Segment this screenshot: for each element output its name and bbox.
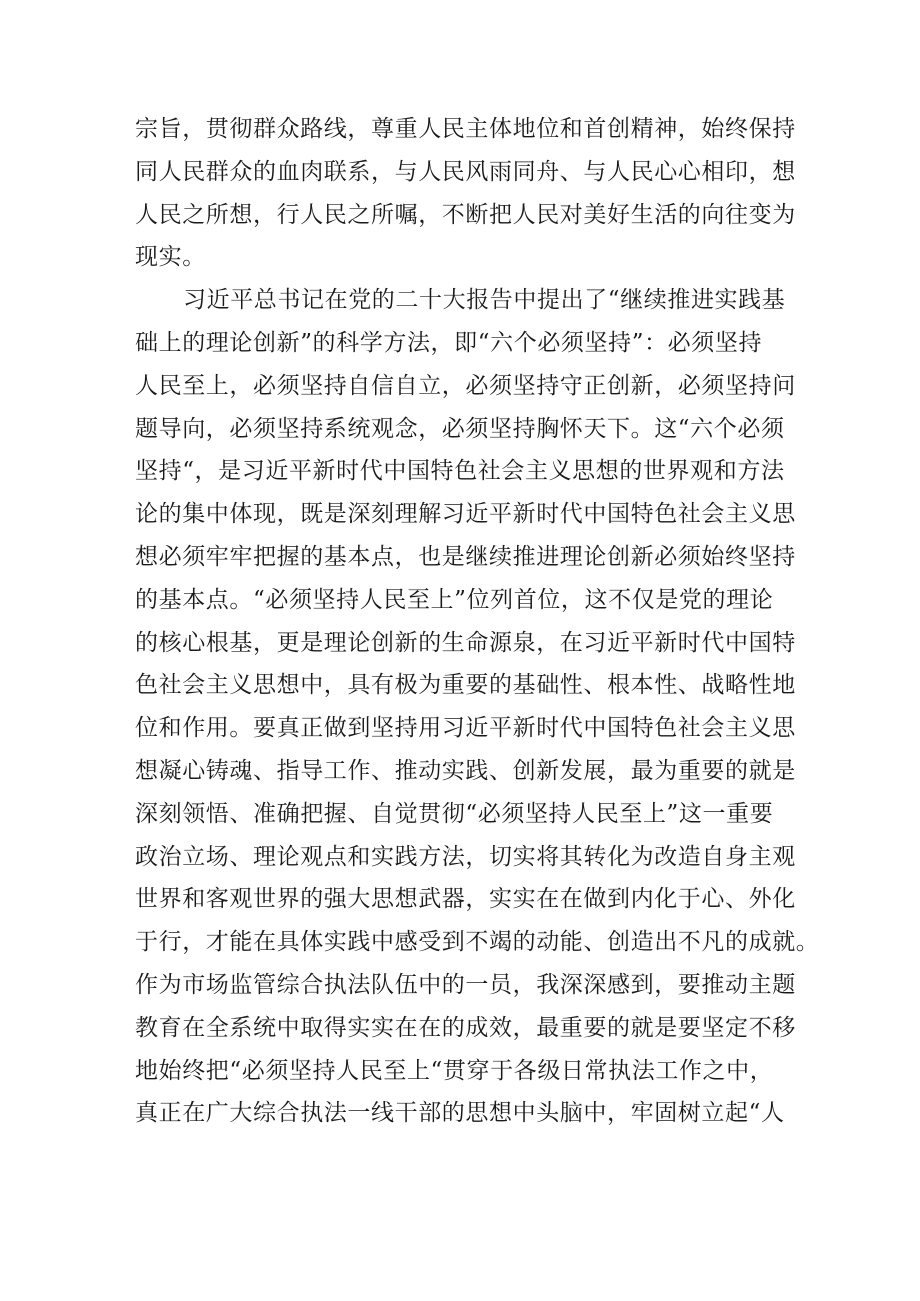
- text-line: 于行，才能在具体实践中感受到不竭的动能、创造出不凡的成就。: [135, 929, 820, 956]
- text-line: 深刻领悟、准确把握、自觉贯彻“必须坚持人民至上”这一重要: [135, 800, 774, 827]
- text-line: 位和作用。要真正做到坚持用习近平新时代中国特色社会主义思: [135, 715, 796, 742]
- text-line: 的核心根基，更是理论创新的生命源泉，在习近平新时代中国特: [135, 629, 796, 656]
- text-line: 真正在广大综合执法一线干部的思想中头脑中，牢固树立起“人: [135, 1100, 785, 1127]
- text-line: 的基本点。“必须坚持人民至上”位列首位，这不仅是党的理论: [135, 586, 774, 613]
- text-line: 教育在全系统中取得实实在在的成效，最重要的就是要坚定不移: [135, 1014, 796, 1041]
- text-line: 想必须牢牢把握的基本点，也是继续推进理论创新必须始终坚持: [135, 543, 796, 570]
- text-line: 础上的理论创新”的科学方法，即“六个必须坚持”：必须坚持: [135, 329, 763, 356]
- text-line: 题导向，必须坚持系统观念，必须坚持胸怀天下。这“六个必须: [135, 415, 785, 442]
- text-line: 人民至上，必须坚持自信自立，必须坚持守正创新，必须坚持问: [135, 372, 796, 399]
- text-line: 作为市场监管综合执法队伍中的一员，我深深感到，要推动主题: [135, 971, 796, 998]
- text-line: 政治立场、理论观点和实践方法，切实将其转化为改造自身主观: [135, 843, 796, 870]
- text-line: 世界和客观世界的强大思想武器，实实在在做到内化于心、外化: [135, 886, 796, 913]
- text-line: 习近平总书记在党的二十大报告中提出了“继续推进实践基: [183, 287, 786, 314]
- text-line: 想凝心铸魂、指导工作、推动实践、创新发展，最为重要的就是: [135, 757, 796, 784]
- text-line: 现实。: [135, 244, 206, 271]
- text-line: 宗旨，贯彻群众路线，尊重人民主体地位和首创精神，始终保持: [135, 116, 796, 142]
- text-line: 地始终把“必须坚持人民至上“贯穿于各级日常执法工作之中，: [135, 1057, 774, 1084]
- text-line: 坚持“，是习近平新时代中国特色社会主义思想的世界观和方法: [135, 458, 785, 485]
- text-line: 同人民群众的血肉联系，与人民风雨同舟、与人民心心相印，想: [135, 158, 796, 185]
- text-line: 色社会主义思想中，具有极为重要的基础性、根本性、战略性地: [135, 672, 796, 699]
- text-line: 人民之所想，行人民之所嘱，不断把人民对美好生活的向往变为: [135, 201, 796, 228]
- text-line: 论的集中体现，既是深刻理解习近平新时代中国特色社会主义思: [135, 501, 796, 528]
- document-body: [135, 108, 820, 1135]
